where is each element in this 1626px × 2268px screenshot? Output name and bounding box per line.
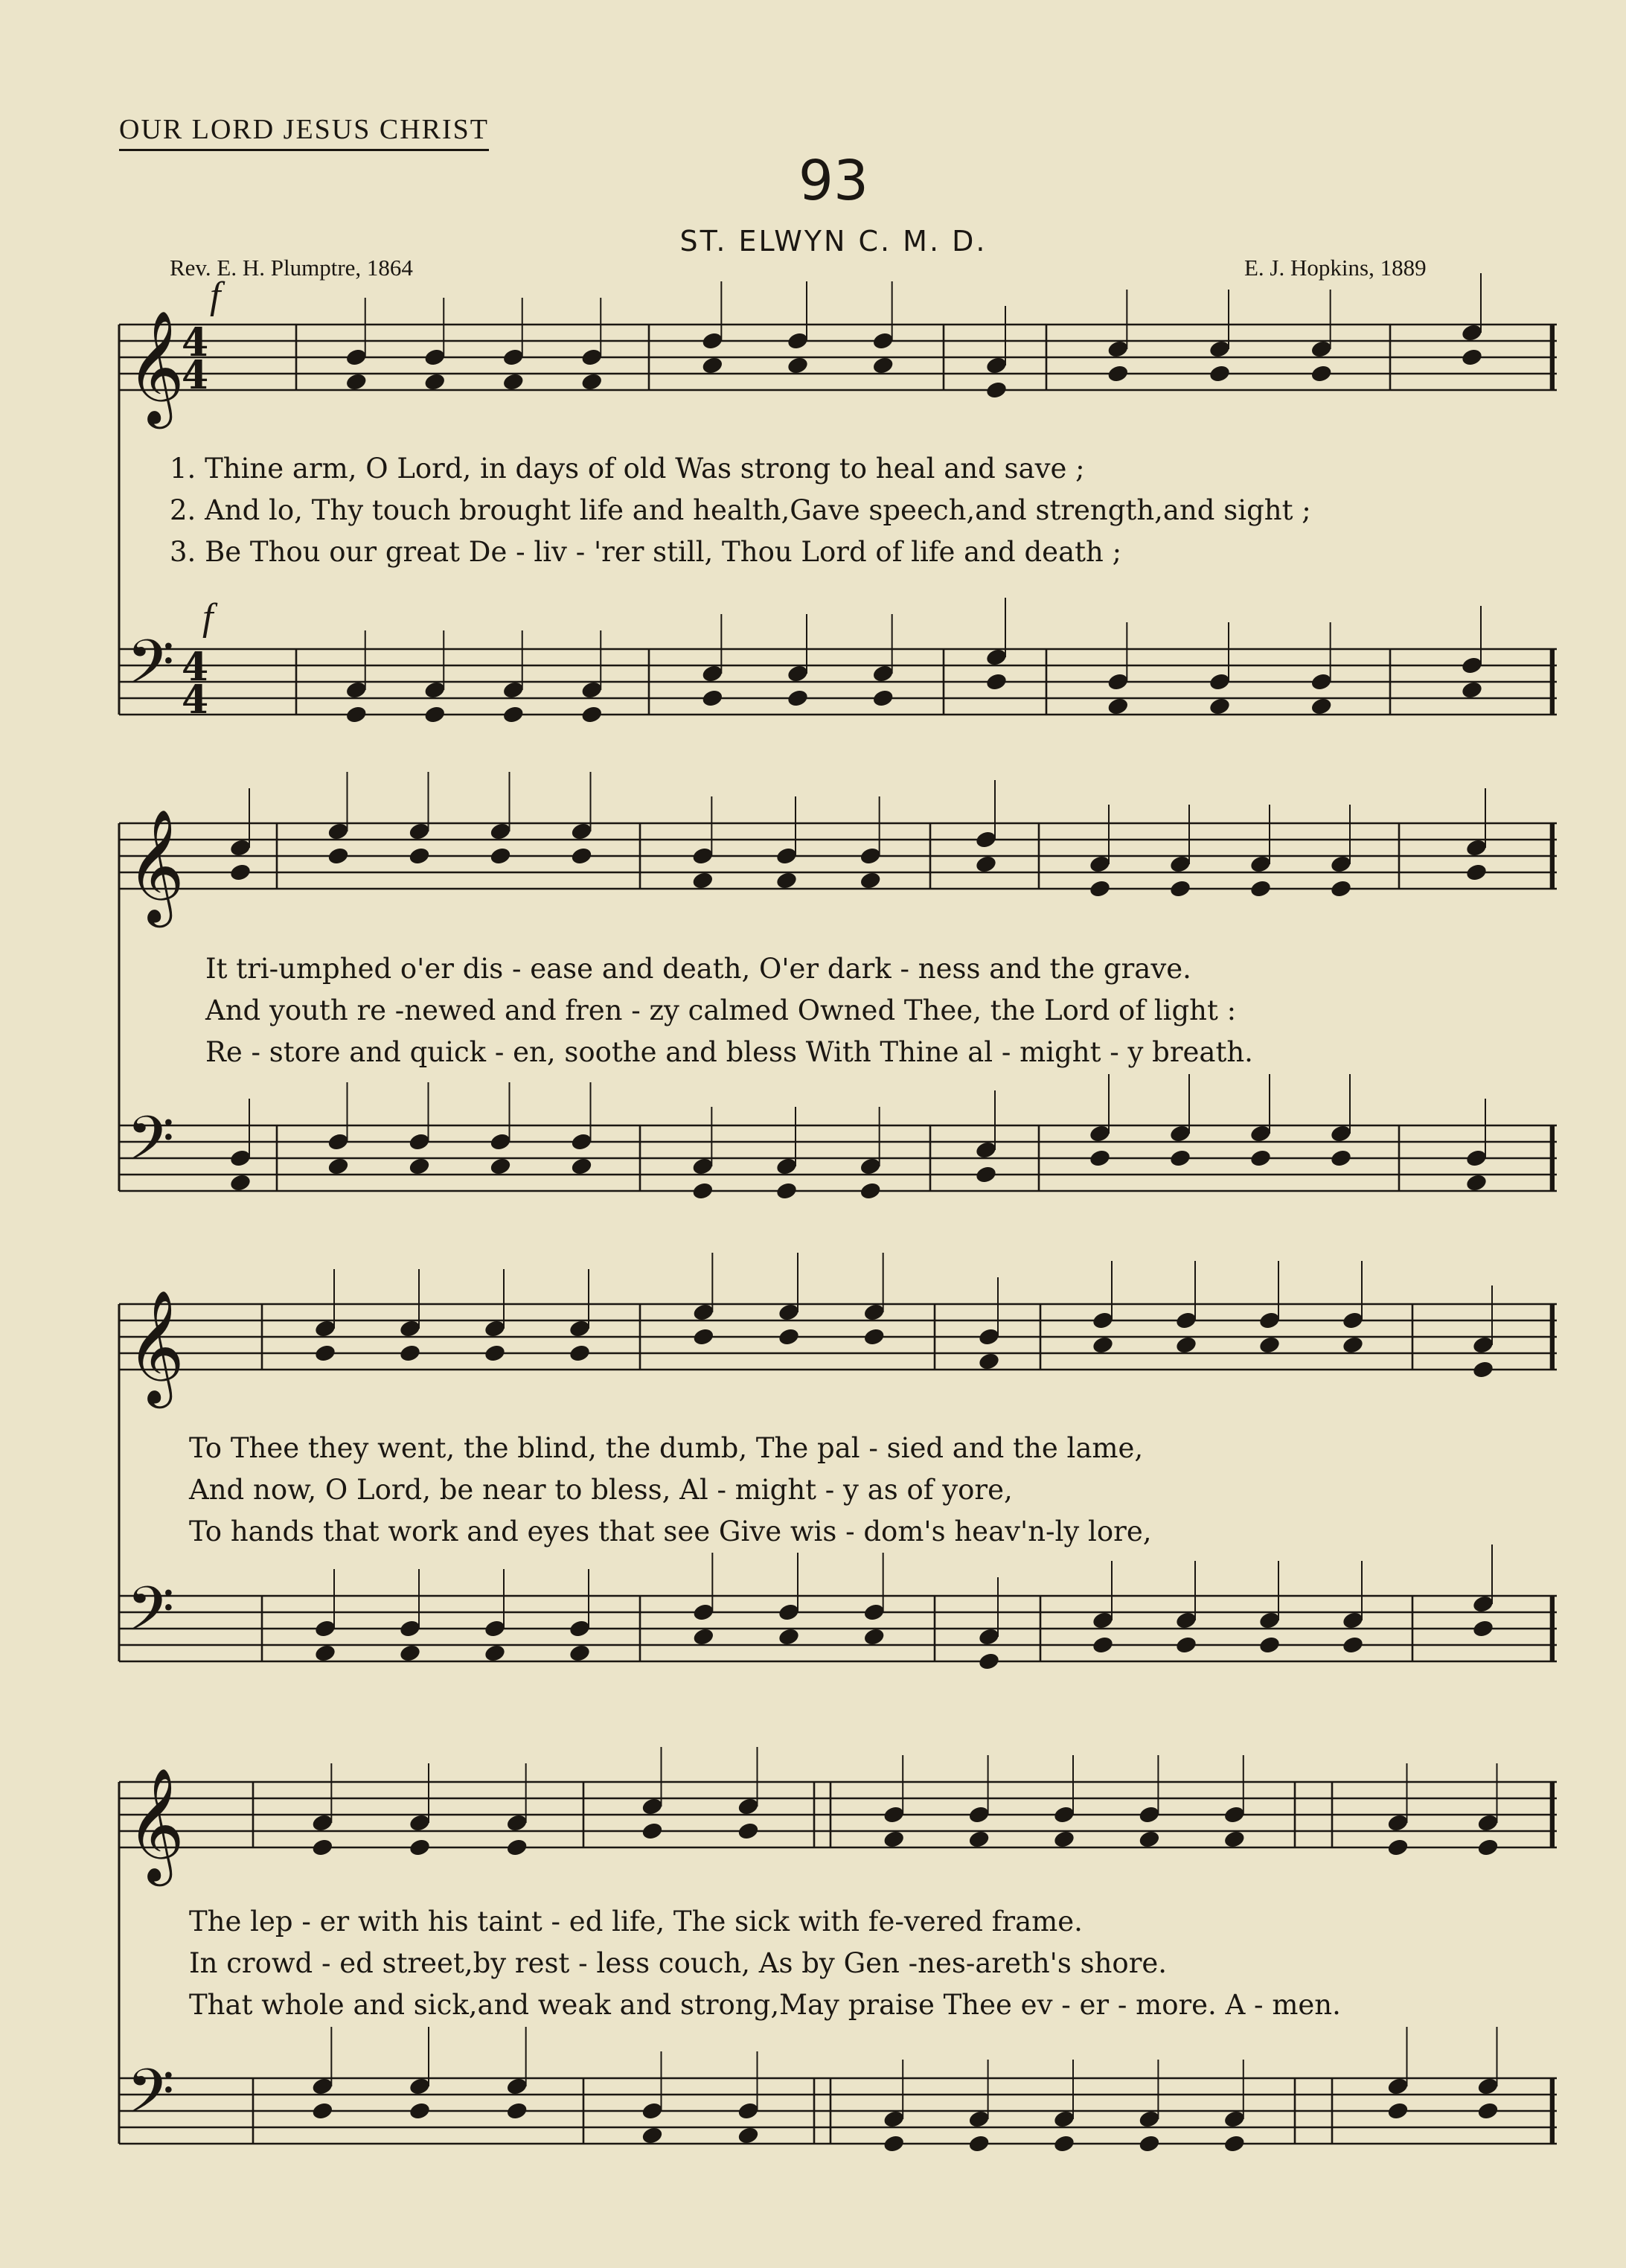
note-head [691, 1181, 714, 1201]
note-head [692, 1327, 715, 1347]
note-head [1107, 339, 1130, 360]
note-head [641, 2126, 664, 2146]
note-head [775, 1181, 798, 1201]
note-head [701, 689, 724, 709]
note-head [502, 372, 525, 392]
note-head [327, 1132, 350, 1152]
note-head [1472, 1360, 1495, 1380]
tune-title: ST. ELWYN C. M. D. [679, 225, 988, 258]
section-heading: OUR LORD JESUS CHRIST [119, 113, 489, 151]
note-head [1386, 1838, 1409, 1858]
verse-2-line-4: In crowd - ed street,by rest - less couch, As by Gen -nes-areth's shore. [189, 1947, 1168, 1979]
bass-clef-icon: 𝄢 [127, 2055, 175, 2142]
note-head [314, 1319, 337, 1339]
note-head [408, 846, 431, 866]
note-head [692, 1303, 715, 1323]
note-head [691, 871, 714, 891]
note-head [345, 348, 368, 368]
verse-2-line-3: And now, O Lord, be near to bless, Al - might - y as of yore, [189, 1474, 1013, 1506]
note-head [1472, 1619, 1495, 1639]
note-head [975, 855, 998, 875]
note-head [1249, 1149, 1273, 1169]
note-head [1330, 1149, 1353, 1169]
time-signature: 4 [182, 645, 209, 690]
note-head [569, 1619, 592, 1639]
note-head [978, 1627, 1001, 1647]
note-head [701, 356, 724, 376]
note-head [505, 2101, 528, 2121]
note-head [871, 689, 894, 709]
note-head [985, 648, 1008, 668]
note-head [1476, 2077, 1499, 2097]
note-head [1310, 339, 1333, 360]
note-head [787, 356, 810, 376]
note-head [1053, 1830, 1076, 1850]
note-head [1472, 1594, 1495, 1614]
note-head [1053, 2134, 1076, 2154]
note-head [775, 846, 798, 866]
note-head [871, 331, 894, 351]
note-head [1169, 879, 1192, 899]
note-head [778, 1603, 801, 1623]
note-head [489, 1157, 512, 1177]
note-head [409, 2101, 432, 2121]
note-head [859, 1157, 882, 1177]
note-head [859, 846, 882, 866]
note-head [1386, 2101, 1409, 2121]
bass-clef-icon: 𝄢 [127, 626, 175, 713]
note-head [778, 1627, 801, 1647]
note-head [1330, 1124, 1353, 1144]
note-head [778, 1327, 801, 1347]
note-head [691, 846, 714, 866]
note-head [505, 1813, 528, 1833]
note-head [1476, 1813, 1499, 1833]
note-head [1175, 1335, 1198, 1355]
hymn-number: 93 [798, 149, 869, 213]
note-head [692, 1603, 715, 1623]
note-head [967, 1830, 990, 1850]
note-head [862, 1627, 886, 1647]
note-head [314, 1643, 337, 1664]
note-head [1089, 855, 1112, 875]
note-head [489, 1132, 512, 1152]
note-head [502, 348, 525, 368]
treble-clef-icon: 𝄞 [127, 1289, 185, 1404]
verse-3-line-1: 3. Be Thou our great De - liv - 'rer still, Thou Lord of life and death ; [170, 536, 1122, 568]
note-head [862, 1327, 886, 1347]
note-head [1342, 1611, 1365, 1631]
verse-1-line-2: It tri-umphed o'er dis - ease and death, O'er dark - ness and the grave. [205, 953, 1191, 985]
note-head [569, 1643, 592, 1664]
note-head [580, 372, 604, 392]
note-head [399, 1319, 422, 1339]
note-head [1107, 364, 1130, 384]
note-head [484, 1319, 507, 1339]
note-head [1461, 348, 1484, 368]
time-signature: 4 [182, 353, 209, 398]
note-head [859, 1181, 882, 1201]
note-head [1175, 1311, 1198, 1331]
note-head [580, 348, 604, 368]
note-head [862, 1603, 886, 1623]
note-head [570, 1132, 593, 1152]
note-head [967, 1805, 990, 1825]
treble-clef-icon: 𝄞 [127, 1767, 185, 1882]
note-head [311, 1813, 334, 1833]
note-head [775, 871, 798, 891]
note-head [701, 331, 724, 351]
note-head [1138, 2134, 1161, 2154]
note-head [1465, 1173, 1488, 1193]
note-head [883, 2109, 906, 2130]
note-head [229, 1173, 252, 1193]
note-head [569, 1319, 592, 1339]
note-head [975, 1140, 998, 1160]
note-head [229, 838, 252, 858]
note-head [978, 1352, 1001, 1372]
note-head [1258, 1635, 1281, 1655]
note-head [967, 2134, 990, 2154]
note-head [641, 1821, 664, 1841]
note-head [1223, 1805, 1246, 1825]
note-head [1092, 1611, 1115, 1631]
note-head [484, 1344, 507, 1364]
verse-3-line-3: To hands that work and eyes that see Give wis - dom's heav'n-ly lore, [189, 1515, 1152, 1547]
verse-2-line-1: 2. And lo, Thy touch brought life and health,Gave speech,and strength,and sight ; [170, 494, 1311, 526]
composer-credit: E. J. Hopkins, 1889 [1244, 255, 1427, 281]
note-head [1386, 1813, 1409, 1833]
verse-1-line-1: 1. Thine arm, O Lord, in days of old Was strong to heal and save ; [170, 453, 1085, 485]
note-head [978, 1327, 1001, 1347]
author-credit: Rev. E. H. Plumptre, 1864 [170, 255, 413, 281]
note-head [1089, 1149, 1112, 1169]
note-head [1092, 1635, 1115, 1655]
note-head [399, 1344, 422, 1364]
treble-clef-icon: 𝄞 [127, 310, 185, 424]
bass-clef-icon: 𝄢 [127, 1102, 175, 1189]
note-head [1465, 838, 1488, 858]
note-head [641, 2101, 664, 2121]
note-head [985, 672, 1008, 692]
note-head [1089, 1124, 1112, 1144]
note-head [580, 705, 604, 725]
note-head [1249, 879, 1273, 899]
note-head [871, 664, 894, 684]
note-head [978, 1652, 1001, 1672]
time-signature: 4 [182, 320, 209, 365]
note-head [691, 1157, 714, 1177]
note-head [1107, 697, 1130, 717]
note-head [314, 1344, 337, 1364]
note-head [737, 2101, 760, 2121]
note-head [570, 822, 593, 842]
note-head [311, 2101, 334, 2121]
note-head [502, 705, 525, 725]
note-head [1310, 672, 1333, 692]
note-head [1053, 1805, 1076, 1825]
dynamic-forte-treble: f [210, 275, 221, 317]
note-head [1169, 1149, 1192, 1169]
note-head [314, 1619, 337, 1639]
note-head [409, 2077, 432, 2097]
note-head [569, 1344, 592, 1364]
note-head [1138, 2109, 1161, 2130]
note-head [311, 2077, 334, 2097]
dynamic-forte-bass: f [202, 596, 214, 639]
note-head [1461, 323, 1484, 343]
note-head [1342, 1335, 1365, 1355]
note-head [883, 1830, 906, 1850]
note-head [345, 680, 368, 700]
note-head [1169, 855, 1192, 875]
note-head [1175, 1635, 1198, 1655]
note-head [489, 846, 512, 866]
note-head [505, 1838, 528, 1858]
note-head [311, 1838, 334, 1858]
note-head [1476, 2101, 1499, 2121]
note-head [1330, 855, 1353, 875]
note-head [409, 1838, 432, 1858]
note-head [1138, 1830, 1161, 1850]
note-head [1465, 1149, 1488, 1169]
bass-clef-icon: 𝄢 [127, 1573, 175, 1660]
note-head [327, 822, 350, 842]
note-head [1107, 672, 1130, 692]
note-head [505, 2077, 528, 2097]
note-head [423, 348, 446, 368]
note-head [737, 1821, 760, 1841]
note-head [1138, 1805, 1161, 1825]
note-head [1175, 1611, 1198, 1631]
treble-clef-icon: 𝄞 [127, 808, 185, 923]
note-head [484, 1643, 507, 1664]
note-head [778, 1303, 801, 1323]
note-head [1223, 2134, 1246, 2154]
note-head [399, 1643, 422, 1664]
note-head [787, 689, 810, 709]
note-head [1465, 863, 1488, 883]
note-head [229, 863, 252, 883]
note-head [1258, 1611, 1281, 1631]
note-head [975, 830, 998, 850]
note-head [423, 372, 446, 392]
time-signature: 4 [182, 677, 209, 723]
note-head [883, 1805, 906, 1825]
note-head [1209, 672, 1232, 692]
note-head [871, 356, 894, 376]
note-head [1092, 1311, 1115, 1331]
note-head [1209, 339, 1232, 360]
note-head [1310, 364, 1333, 384]
note-head [1461, 680, 1484, 700]
note-head [1209, 697, 1232, 717]
note-head [1258, 1311, 1281, 1331]
note-head [570, 1157, 593, 1177]
note-head [580, 680, 604, 700]
note-head [1386, 2077, 1409, 2097]
note-head [502, 680, 525, 700]
verse-3-line-4: That whole and sick,and weak and strong,May praise Thee ev - er - more. A - men. [189, 1989, 1341, 2021]
note-head [883, 2134, 906, 2154]
note-head [345, 372, 368, 392]
note-head [701, 664, 724, 684]
note-head [641, 1797, 664, 1817]
note-head [1223, 1830, 1246, 1850]
note-head [859, 871, 882, 891]
verse-1-line-4: The lep - er with his taint - ed life, The sick with fe-vered frame. [189, 1906, 1083, 1938]
note-head [423, 705, 446, 725]
note-head [1476, 1838, 1499, 1858]
note-head [229, 1149, 252, 1169]
note-head [327, 846, 350, 866]
note-head [484, 1619, 507, 1639]
note-head [408, 1157, 431, 1177]
verse-1-line-3: To Thee they went, the blind, the dumb, The pal - sied and the lame, [189, 1432, 1144, 1464]
note-head [1209, 364, 1232, 384]
note-head [862, 1303, 886, 1323]
note-head [345, 705, 368, 725]
note-head [408, 822, 431, 842]
note-head [985, 380, 1008, 400]
note-head [775, 1157, 798, 1177]
note-head [570, 846, 593, 866]
note-head [1169, 1124, 1192, 1144]
note-head [327, 1157, 350, 1177]
note-head [692, 1627, 715, 1647]
note-head [975, 1165, 998, 1185]
note-head [1089, 879, 1112, 899]
note-head [1249, 1124, 1273, 1144]
verse-3-line-2: Re - store and quick - en, soothe and bless With Thine al - might - y breath. [205, 1036, 1253, 1068]
note-head [1330, 879, 1353, 899]
note-head [985, 356, 1008, 376]
verse-2-line-2: And youth re -newed and fren - zy calmed Owned Thee, the Lord of light : [205, 994, 1237, 1026]
note-head [787, 331, 810, 351]
note-head [408, 1132, 431, 1152]
note-head [787, 664, 810, 684]
note-head [1258, 1335, 1281, 1355]
note-head [1461, 656, 1484, 676]
note-head [1223, 2109, 1246, 2130]
note-head [399, 1619, 422, 1639]
note-head [967, 2109, 990, 2130]
note-head [489, 822, 512, 842]
note-head [1310, 697, 1333, 717]
note-head [1053, 2109, 1076, 2130]
note-head [1342, 1635, 1365, 1655]
note-head [737, 2126, 760, 2146]
note-head [423, 680, 446, 700]
note-head [737, 1797, 760, 1817]
note-head [1092, 1335, 1115, 1355]
note-head [1342, 1311, 1365, 1331]
note-head [1249, 855, 1273, 875]
note-head [409, 1813, 432, 1833]
note-head [1472, 1335, 1495, 1355]
